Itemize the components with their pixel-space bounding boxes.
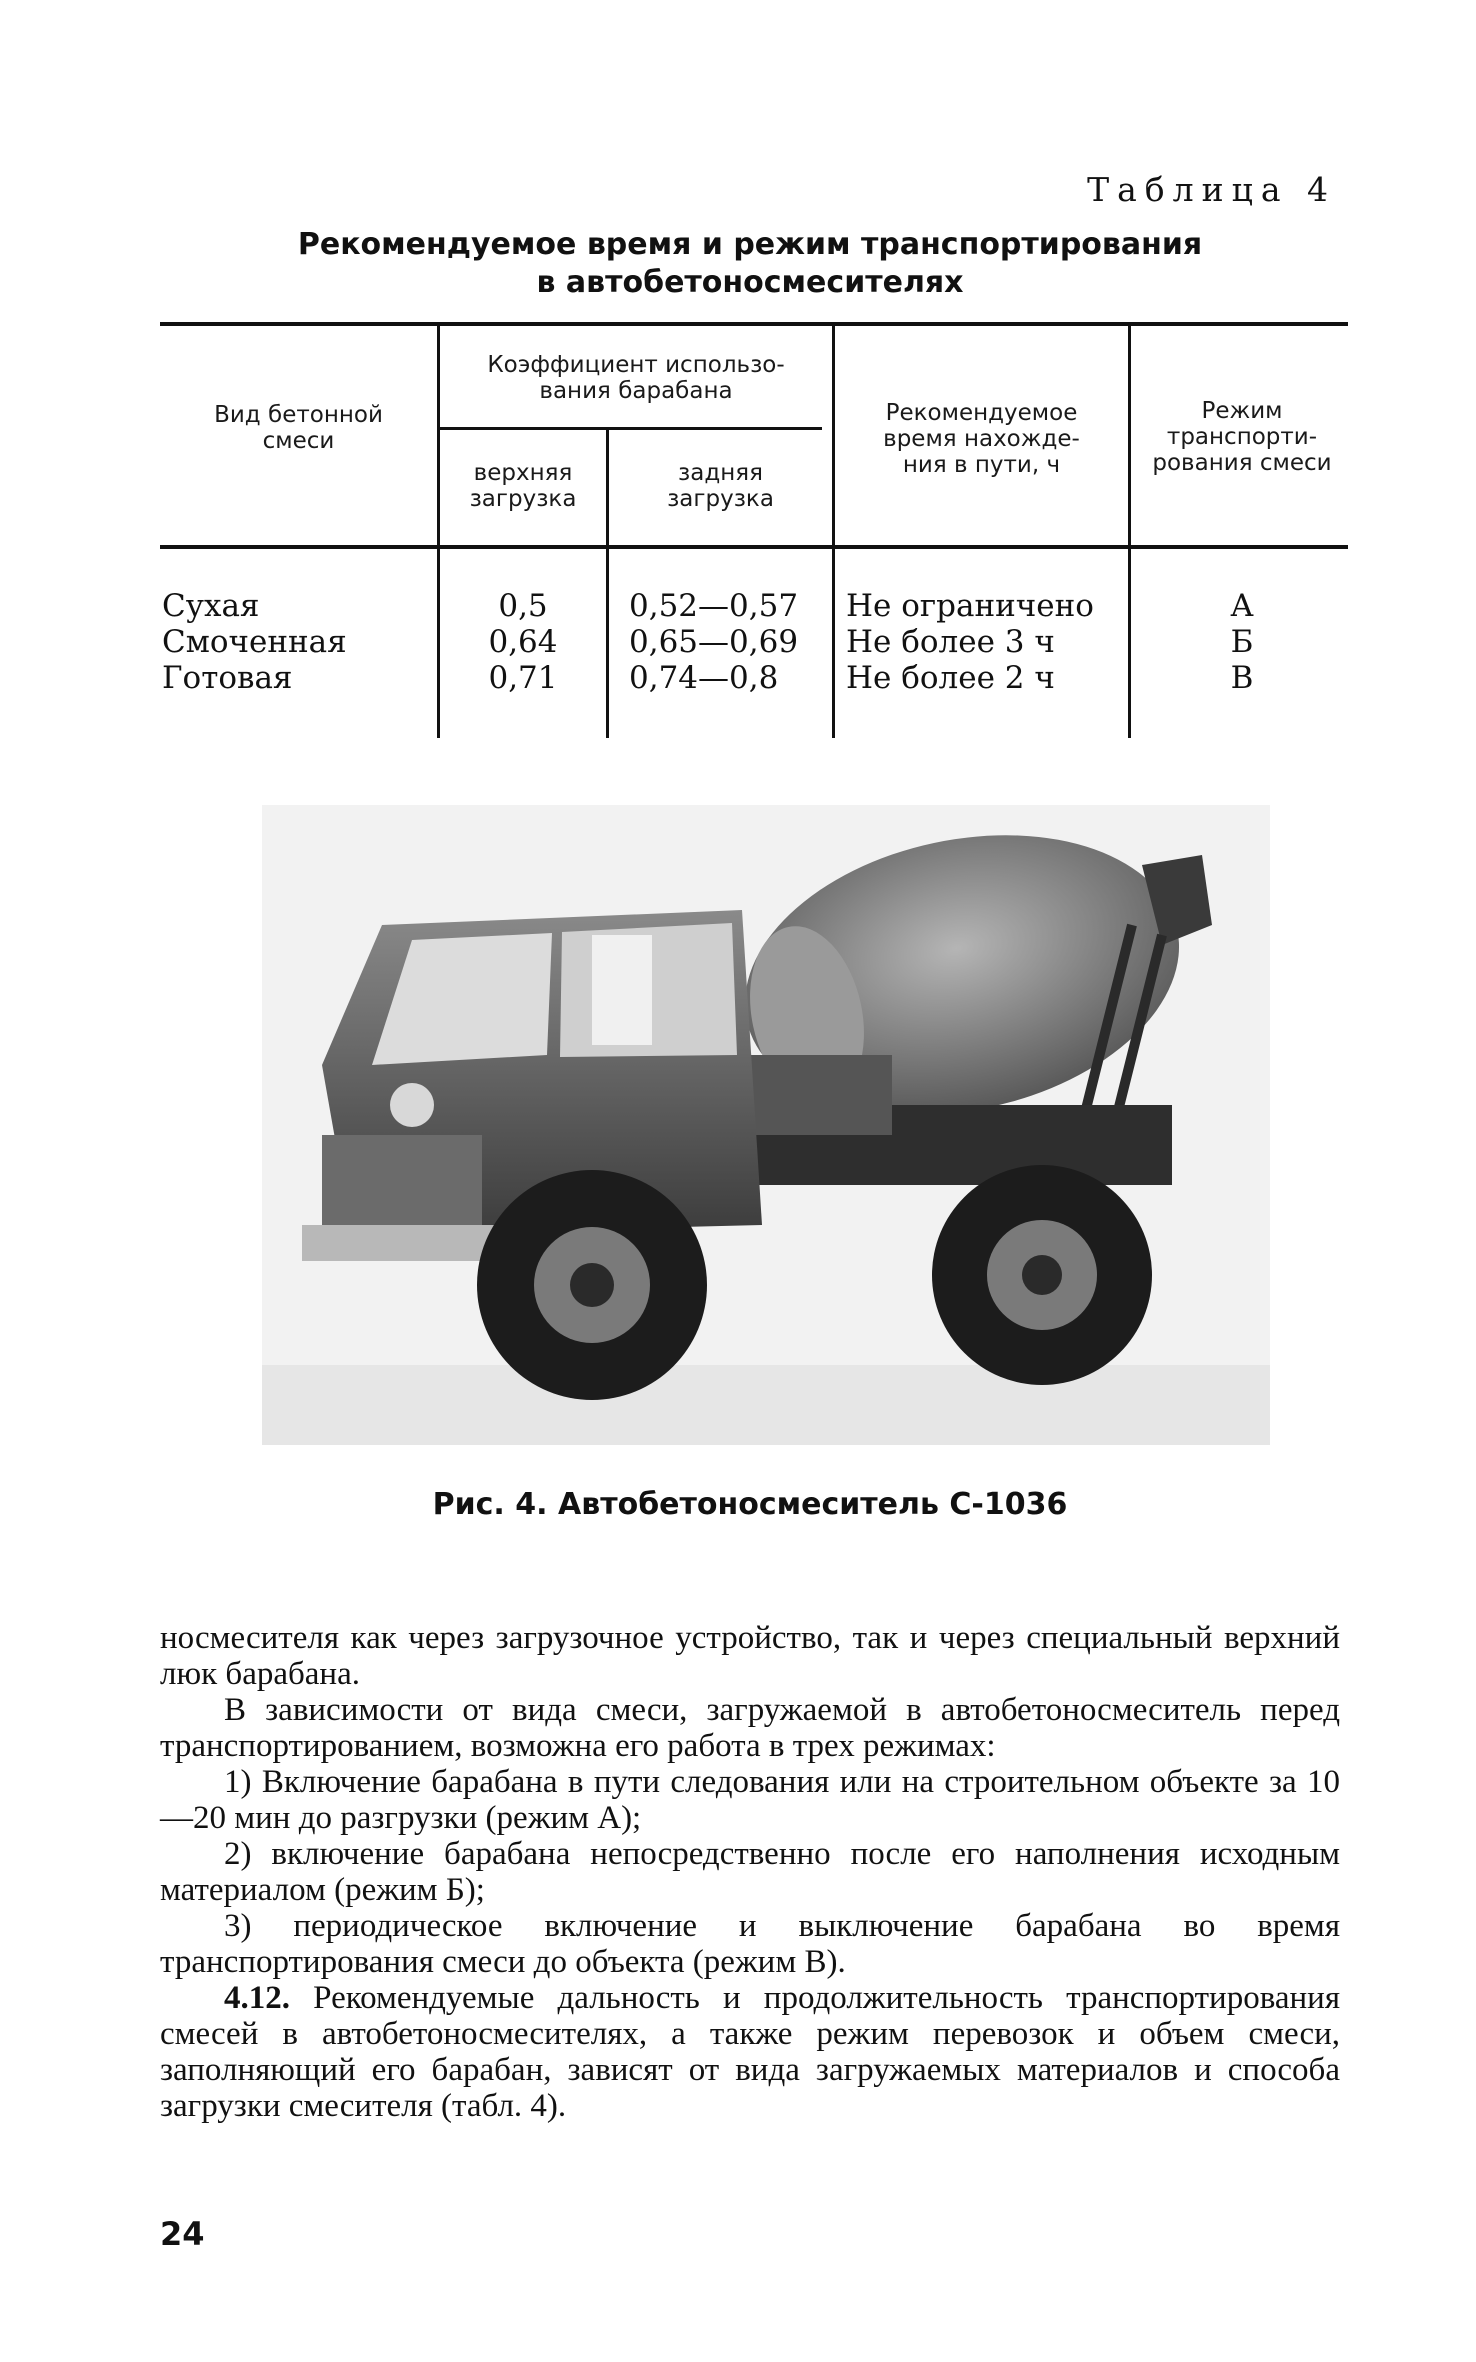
mixer-truck-photo — [262, 805, 1270, 1445]
truck-illustration — [262, 805, 1270, 1445]
page-number: 24 — [160, 2215, 205, 2253]
paragraph: 4.12. Рекомендуемые дальность и продолжительность транспортирования смесей в автобетоносмесителях, а также режим перевозок и объем смеси, заполняющий его барабан, зависят от вида загружаемых материалов и способа загрузки смесителя (табл. 4). — [160, 1980, 1340, 2124]
header-mode: Режим транспорти- рования смеси — [1152, 398, 1332, 476]
section-number: 4.12. — [224, 1980, 290, 2016]
front-wheel — [477, 1170, 707, 1400]
paragraph: 1) Включение барабана в пути следования или на строительном объекте за 10—20 мин до разгрузки (режим А); — [160, 1764, 1340, 1836]
table-top-rule — [160, 322, 1348, 326]
header-mix-type: Вид бетонной смеси — [214, 402, 383, 454]
coef-subheader-rule — [437, 427, 822, 430]
paragraph: носмесителя как через загрузочное устройство, так и через специальный верхний люк барабана. — [160, 1620, 1340, 1692]
table-label: Таблица 4 — [1087, 170, 1336, 209]
col-mode: А Б В — [1230, 588, 1254, 696]
body-text — [160, 1620, 1340, 2124]
col-mix-type: Сухая Смоченная Готовая — [162, 588, 347, 696]
rear-wheel — [932, 1165, 1152, 1385]
figure-caption: Рис. 4. Автобетоносмеситель С-1036 — [432, 1487, 1068, 1522]
header-rear-load: задняя загрузка — [667, 460, 774, 512]
paragraph: 2) включение барабана непосредственно после его наполнения исходным материалом (режим Б); — [160, 1836, 1340, 1908]
paragraph: В зависимости от вида смеси, загружаемой в автобетоносмеситель перед транспортированием, возможна его работа в трех режимах: — [160, 1692, 1340, 1764]
header-top-load: верхняя загрузка — [469, 460, 577, 512]
data-table — [0, 0, 1476, 760]
paragraph: 3) периодическое включение и выключение барабана во время транспортирования смеси до объекта (режим В). — [160, 1908, 1340, 1980]
col-rear-load: 0,52—0,57 0,65—0,69 0,74—0,8 — [629, 588, 799, 696]
header-time: Рекомендуемое время нахожде- ния в пути, ч — [883, 400, 1080, 478]
header-bottom-rule — [160, 545, 1348, 549]
col-top-load: 0,5 0,64 0,71 — [488, 588, 558, 696]
table-title: Рекомендуемое время и режим транспортирования в автобетоносмесителях — [297, 227, 1203, 300]
col-time: Не ограничено Не более 3 ч Не более 2 ч — [846, 588, 1094, 696]
header-coef-group: Коэффициент использо- вания барабана — [487, 352, 785, 404]
col-divider-3 — [832, 326, 835, 738]
